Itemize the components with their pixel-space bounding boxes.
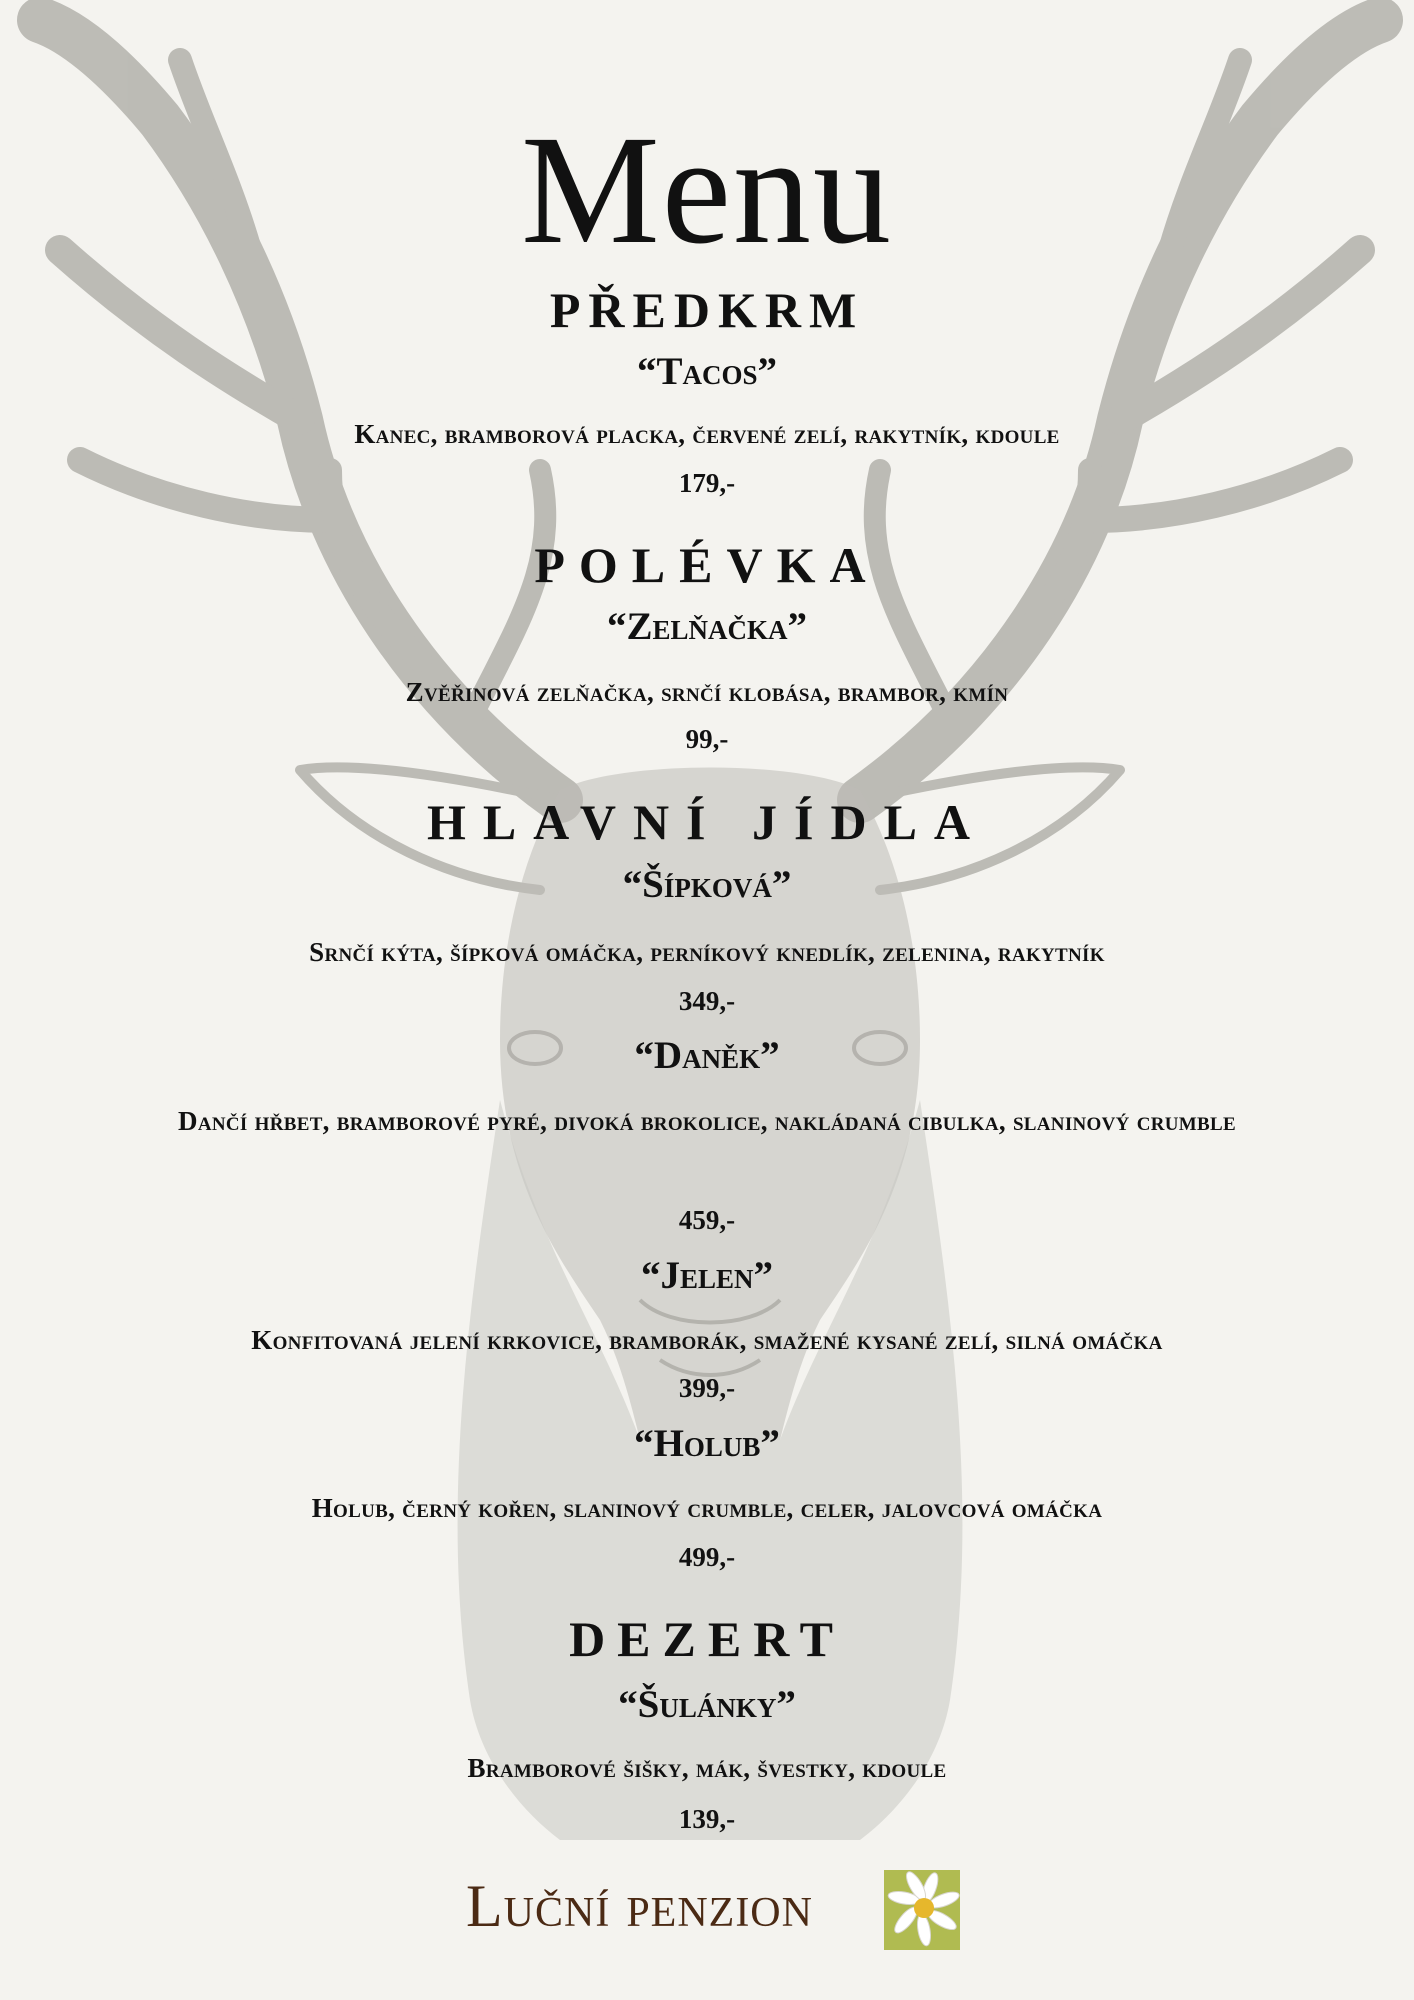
section-heading-soup: POLÉVKA	[534, 537, 880, 593]
dish-name: “Šulánky”	[618, 1683, 796, 1726]
dish-description: Konfitovaná jelení krkovice, bramborák, smažené kysané zelí, silná omáčka	[251, 1325, 1163, 1355]
dish-name: “Holub”	[634, 1422, 780, 1465]
dish-description: Bramborové šišky, mák, švestky, kdoule	[467, 1753, 947, 1783]
dish-description: Srnčí kýta, šípková omáčka, perníkový knedlík, zelenina, rakytník	[309, 937, 1105, 967]
dish-name: “Zelňačka”	[606, 605, 808, 648]
dish-name: “Šípková”	[622, 863, 792, 906]
section-heading-dessert: DEZERT	[569, 1611, 845, 1667]
dish-name: “Jelen”	[640, 1254, 774, 1297]
section-heading-mains: HLAVNÍ JÍDLA	[426, 794, 988, 850]
dish-price: 499,-	[678, 1542, 736, 1572]
menu-title: Menu	[521, 103, 893, 276]
dish-price: 399,-	[678, 1373, 736, 1403]
dish-description: Kanec, bramborová placka, červené zelí, rakytník, kdoule	[354, 419, 1060, 449]
dish-description: Holub, černý kořen, slaninový crumble, celer, jalovcová omáčka	[311, 1493, 1103, 1523]
dish-description: Dančí hřbet, bramborové pyré, divoká brokolice, nakládaná cibulka, slaninový crumble	[178, 1106, 1236, 1136]
brand-logo	[466, 1870, 986, 1954]
dish-price: 99,-	[685, 724, 729, 754]
dish-description: Zvěřinová zelňačka, srnčí klobása, brambor, kmín	[405, 677, 1009, 707]
dish-name: “Daněk”	[634, 1034, 780, 1077]
section-heading-starter: PŘEDKRM	[549, 282, 865, 338]
dish-price: 349,-	[678, 986, 736, 1016]
dish-price: 179,-	[678, 468, 736, 498]
brand-name: Luční penzion	[466, 1873, 813, 1939]
dish-price: 459,-	[678, 1205, 736, 1235]
daisy-icon	[884, 1870, 960, 1950]
dish-name: “Tacos”	[636, 350, 778, 393]
dish-price: 139,-	[678, 1804, 736, 1834]
